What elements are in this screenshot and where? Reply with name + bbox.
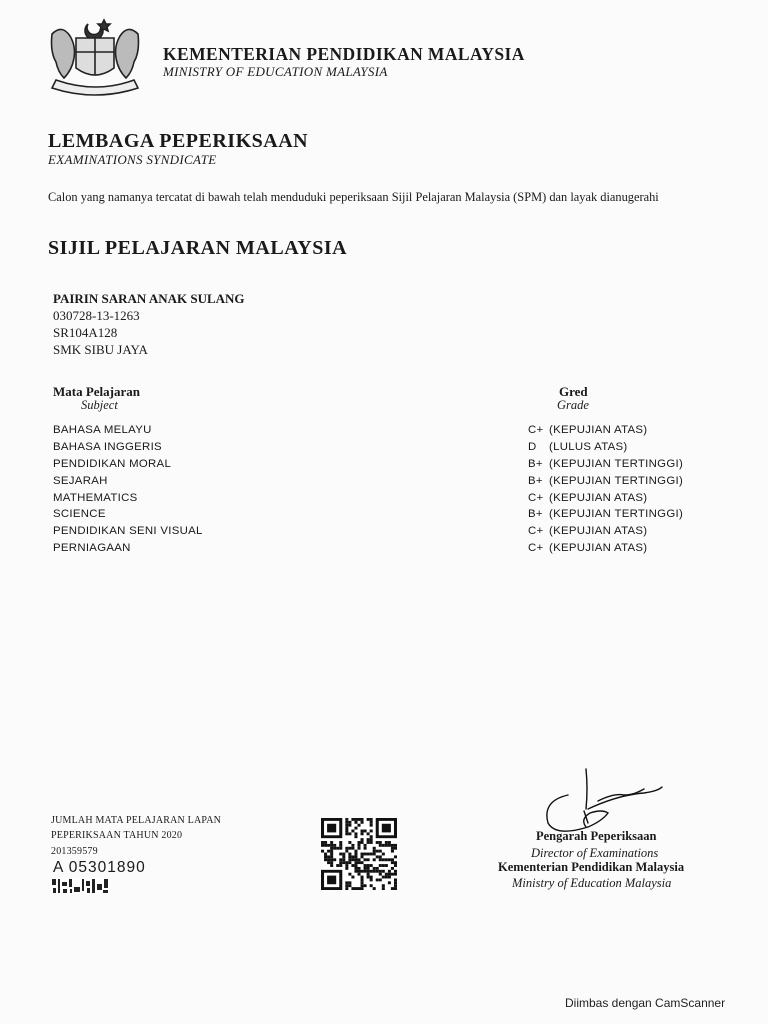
candidate-index-number: SR104A128 <box>53 325 118 340</box>
grade-description: (KEPUJIAN ATAS) <box>549 542 648 555</box>
grade-code: D <box>528 440 537 453</box>
result-row <box>53 475 713 492</box>
signature-icon <box>538 765 668 835</box>
scanner-watermark: Diimbas dengan CamScanner <box>565 996 726 1010</box>
signatory-organization-english: Ministry of Education Malaysia <box>512 876 672 890</box>
result-row <box>53 492 713 509</box>
subject-column-header-english: Subject <box>81 398 118 412</box>
qr-code-icon <box>321 818 397 890</box>
grade-description: (KEPUJIAN TERTINGGI) <box>549 457 684 470</box>
grade-code: C+ <box>528 525 544 538</box>
board-name-english: EXAMINATIONS SYNDICATE <box>48 152 217 167</box>
signatory-organization: Kementerian Pendidikan Malaysia <box>498 860 685 874</box>
subject-name: BAHASA INGGERIS <box>53 440 162 453</box>
candidate-school: SMK SIBU JAYA <box>53 342 148 357</box>
candidate-name: PAIRIN SARAN ANAK SULANG <box>53 291 245 306</box>
candidate-ic-number: 030728-13-1263 <box>53 308 140 323</box>
certificate-title: SIJIL PELAJARAN MALAYSIA <box>48 237 348 259</box>
grade-code: C+ <box>528 491 544 504</box>
result-row <box>53 458 713 475</box>
exam-year: PEPERIKSAAN TAHUN 2020 <box>51 830 183 841</box>
results-table <box>53 424 713 559</box>
grade-description: (LULUS ATAS) <box>549 440 628 453</box>
grade-column-header-english: Grade <box>557 398 589 412</box>
grade-description: (KEPUJIAN ATAS) <box>549 424 648 436</box>
grade-description: (KEPUJIAN TERTINGGI) <box>549 474 684 487</box>
subject-name: SCIENCE <box>53 508 106 521</box>
reference-number: 201359579 <box>51 846 98 857</box>
barcode-icon <box>51 878 109 894</box>
result-row <box>53 508 713 525</box>
signatory-title: Pengarah Peperiksaan <box>536 829 657 843</box>
grade-code: B+ <box>528 457 543 470</box>
ministry-name: KEMENTERIAN PENDIDIKAN MALAYSIA <box>163 44 525 64</box>
ministry-name-english: MINISTRY OF EDUCATION MALAYSIA <box>163 64 388 79</box>
grade-code: C+ <box>528 424 544 436</box>
board-name: LEMBAGA PEPERIKSAAN <box>48 130 309 152</box>
result-row <box>53 542 713 559</box>
grade-code: B+ <box>528 508 543 521</box>
certificate-serial: A 05301890 <box>53 859 146 876</box>
subject-name: PERNIAGAAN <box>53 542 131 555</box>
grade-code: B+ <box>528 474 543 487</box>
subject-name: MATHEMATICS <box>53 491 138 504</box>
intro-statement: Calon yang namanya tercatat di bawah telah menduduki peperiksaan Sijil Pelajaran Malaysia (SPM) dan layak dianugerahi <box>48 190 659 204</box>
subject-name: PENDIDIKAN MORAL <box>53 457 172 470</box>
subject-name: BAHASA MELAYU <box>53 424 152 436</box>
subject-column-header: Mata Pelajaran <box>53 384 141 399</box>
grade-code: C+ <box>528 542 544 555</box>
grade-column-header: Gred <box>559 384 588 399</box>
subject-name: PENDIDIKAN SENI VISUAL <box>53 525 203 538</box>
grade-description: (KEPUJIAN ATAS) <box>549 525 648 538</box>
result-row <box>53 441 713 458</box>
coat-of-arms-icon <box>44 14 146 98</box>
total-subjects: JUMLAH MATA PELAJARAN LAPAN <box>51 815 222 826</box>
signatory-title-english: Director of Examinations <box>531 846 659 860</box>
result-row <box>53 424 713 441</box>
grade-description: (KEPUJIAN ATAS) <box>549 491 648 504</box>
subject-name: SEJARAH <box>53 474 108 487</box>
result-row <box>53 525 713 542</box>
grade-description: (KEPUJIAN TERTINGGI) <box>549 508 684 521</box>
